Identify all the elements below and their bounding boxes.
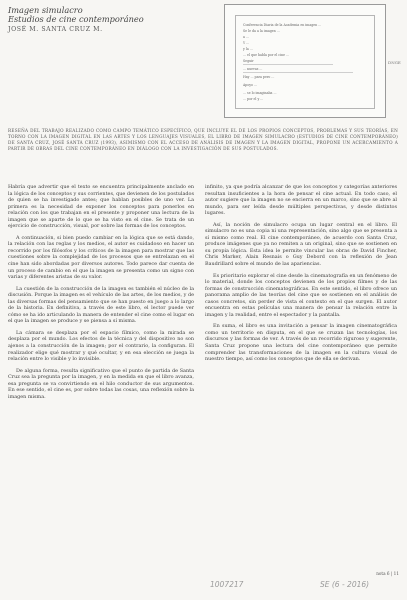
figure-text-line: ... por el y ... [243, 97, 264, 101]
paragraph: La cuestión de la construcción de la imagen es también el núcleo de la discusión. Porque la imagen es el vehículo de las artes, de los medios, y de las diversas formas del pensamiento que se han puesto en juego a lo largo de la historia. En definitiva, a través de este libro, el lector puede ver cómo se ha ido articulando la manera de entender el cine como el lugar en el que la imagen se produce y se piensa a sí misma. [8, 285, 194, 325]
page-title: Imagen simulacro [8, 5, 83, 15]
handwritten-code: 1007217 [210, 580, 244, 589]
right-column [205, 184, 397, 368]
figure-rule [243, 64, 333, 65]
figure-tag: DNGE [388, 60, 401, 65]
figure-text-line: ... el que habla por el cine ... [243, 53, 290, 57]
handwritten-note [200, 580, 400, 596]
paragraph: Es prioritario explorar el cine desde la cinematografía en un fenómeno de lo material, donde los conceptos devienen de los propios filmes y de las formas de construcción cinematográficas. En este sentido, el libro ofrece un panorama amplio de las teorías del cine que se sostienen en el análisis de casos concretos, sin perder de vista el contexto en el que surgen. El autor encuentra en estas películas una manera de pensar la relación entre la imagen y la realidad, entre el espectador y la pantalla. [205, 272, 397, 318]
figure-text-line: Conferencia Diaria de la Academia en imagen ... [243, 23, 322, 27]
title-block [8, 6, 208, 33]
figure-text-line: Hay ... para pero ... [243, 75, 275, 79]
abstract: RESEÑA DEL TRABAJO REALIZADO COMO CAMPO TEMÁTICO ESPECÍFICO, QUE INCLUYE EL DE LOS PROPIOS CONCEPTOS, PROBLEMAS Y SUS TEORÍAS, EN TORNO CON LA IMAGEN DIGITAL EN LAS ARTES Y LOS LENGUAJES VISUALES, EL LIBRO DE IMAGEN SIMULACRO (ESTUDIOS DE CINE CONTEMPORÁNEO) DE SANTA CRUZ, JOSÉ SANTA CRUZ (1993), ASIMISMO CON EL ACCESO DE ANÁLISIS DE IMAGEN Y LA IMAGEN DIGITAL, PROPONE UN ACERCAMIENTO A PARTIR DE OBRAS DEL CINE CONTEMPORÁNEO EN DIÁLOGO CON LA INVESTIGACIÓN DE SUS POSTULADOS. [8, 128, 398, 151]
figure-text-line: y la ... [243, 47, 253, 51]
paragraph: La cámara se desplaza por el espacio fílmico, como la mirada se desplaza por el mundo. Los efectos de la técnica y del dispositivo no son ajenos a la construcción de la imagen; por el contrario, la configuran. El realizador elige qué mostrar y qué ocultar, y en esa elección se juega la relación entre lo visible y lo invisible. [8, 329, 194, 363]
figure-text-line: a ... [243, 35, 249, 39]
paragraph: Así, la noción de simulacro ocupa un lugar central en el libro. El simulacro no es una copia ni una representación, sino algo que se presenta a sí mismo como real. El cine contemporáneo, de acuerdo con Santa Cruz, produce imágenes que ya no remiten a un original, sino que se sostienen en su propia lógica. Esta idea le permite vincular las obras de David Fincher, Chris Marker, Alain Resnais o Guy Debord con la reflexión de Jean Baudrillard sobre el mundo de las apariencias. [205, 221, 397, 268]
paragraph: Habría que advertir que el texto se encuentra principalmente anclado en la lógica de los conceptos y sus corrientes, que devienen de los postulados de quien se ha investigado antes; que hablan posibles de uno ver. La primera es la necesidad de exponer los conceptos para ponerlos en relación con los que trabajan en el presente y proponer una lectura de la imagen que se aparte de lo que se ha visto en el cine. Se trata de un ejercicio de construcción, visual, por sobre las formas de los conceptos. [8, 184, 194, 230]
page-subtitle: Estudios de cine contemporáneo [8, 14, 144, 24]
figure-text-line: ... nuevas ... [243, 67, 263, 71]
figure-text-line: Seguir [243, 59, 254, 63]
page-number: nota 6 | 11 [376, 571, 399, 576]
figure-text-line: ... se lo imaginaba ... [243, 91, 277, 95]
figure-text-line: Se le da a la imagen ... [243, 29, 280, 33]
figure-text-line: Apoyo ... [243, 83, 258, 87]
paragraph: De alguna forma, resulta significativo que el punto de partida de Santa Cruz sea la pregunta por la imagen, y en la medida en que el libro avanza, esa pregunta se va convirtiendo en el hilo conductor de sus argumentos. En ese sentido, el cine es, por sobre todas las cosas, una reflexión sobre la imagen misma. [8, 367, 194, 400]
figure-rule [243, 72, 353, 73]
left-column [8, 184, 194, 405]
handwritten-date: SE (6 - 2016) [320, 580, 370, 589]
paragraph: A continuación, si bien puedo cambiar en la lógica que se está dando, la relación con las reglas y los medios, el autor es cuidadoso en hacer un recorrido por los filósofos y los críticos de la imagen para mostrar que las cuestiones sobre la complejidad de los procesos que se entrelazan en el cine han sido abordadas por diversos autores. Todo parece dar cuenta de un proceso de cambio en el que la imagen se presenta como un signo con varias y diferentes aristas de su valor. [8, 234, 194, 281]
figure-image [224, 4, 386, 118]
author-name: JOSÉ M. SANTA CRUZ M. [8, 26, 103, 33]
paragraph: En suma, el libro es una invitación a pensar la imagen cinematográfica como un territorio en disputa, en el que se cruzan las tecnologías, los discursos y las formas de ver. A través de un recorrido riguroso y sugerente, Santa Cruz propone una lectura del cine contemporáneo que permite comprender las transformaciones de la imagen en la cultura visual de nuestro tiempo, así como los conceptos que de ella se derivan. [205, 323, 397, 363]
paragraph: infinito, ya que podría alcanzar de que los conceptos y categorías anteriores resultan insuficientes a la hora de pensar el cine actual. En todo caso, el autor sugiere que la imagen no se encierra en un marco, sino que se abre al mundo, para ser leída desde múltiples perspectivas, y desde distintos lugares. [205, 184, 397, 217]
figure-text-line: Y ... [243, 41, 250, 45]
